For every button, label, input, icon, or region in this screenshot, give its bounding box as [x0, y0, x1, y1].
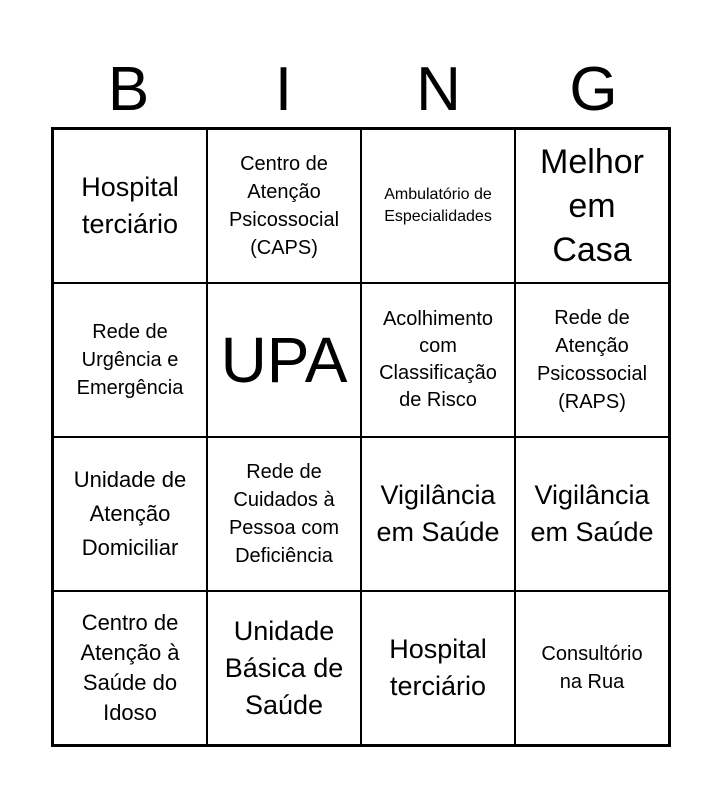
header-letter-i: I: [274, 55, 293, 124]
bingo-cell-r4-c2[interactable]: [207, 591, 361, 745]
cell-label: Unidade Básica de Saúde: [224, 615, 344, 720]
bingo-cell-r3-c2[interactable]: [207, 437, 361, 591]
cell-label: Consultório na Rua: [541, 643, 643, 693]
cell-label: Hospital terciário: [81, 172, 179, 239]
cell-label: Centro de Atenção à Saúde do Idoso: [80, 610, 180, 725]
header-letter-n: N: [416, 55, 461, 124]
bingo-header: [51, 52, 671, 128]
cell-label: Hospital terciário: [389, 634, 487, 701]
bingo-card-grid: [51, 127, 671, 747]
bingo-cell-r4-c4[interactable]: [515, 591, 669, 745]
cell-label: Rede de Urgência e Emergência: [76, 321, 184, 399]
bingo-cell-free[interactable]: [207, 283, 361, 437]
bingo-cell-r3-c1[interactable]: [53, 437, 207, 591]
bingo-cell-r3-c3[interactable]: [361, 437, 515, 591]
cell-label: Centro de Atenção Psicossocial (CAPS): [228, 153, 340, 259]
bingo-cell-r1-c1[interactable]: [53, 129, 207, 283]
cell-label: Melhor em Casa: [540, 143, 644, 269]
header-letter-g: G: [569, 55, 618, 124]
bingo-cell-r1-c2[interactable]: [207, 129, 361, 283]
cell-label: Acolhimento com Classificação de Risco: [379, 308, 497, 411]
bingo-cell-r3-c4[interactable]: [515, 437, 669, 591]
header-letter-b: B: [107, 55, 150, 124]
bingo-cell-r2-c4[interactable]: [515, 283, 669, 437]
cell-label: Ambulatório de Especialidades: [384, 186, 492, 225]
bingo-cell-r2-c3[interactable]: [361, 283, 515, 437]
bingo-cell-r1-c4[interactable]: [515, 129, 669, 283]
bingo-cell-r2-c1[interactable]: [53, 283, 207, 437]
cell-label: Rede de Cuidados à Pessoa com Deficiência: [228, 461, 340, 567]
cell-label: Unidade de Atenção Domiciliar: [73, 467, 187, 560]
bingo-cell-r4-c3[interactable]: [361, 591, 515, 745]
bingo-cell-r1-c3[interactable]: [361, 129, 515, 283]
cell-label: Vigilância em Saúde: [530, 480, 654, 547]
cell-label: Rede de Atenção Psicossocial (RAPS): [536, 307, 648, 413]
cell-label: Vigilância em Saúde: [376, 480, 500, 547]
bingo-cell-r4-c1[interactable]: [53, 591, 207, 745]
cell-label-free: UPA: [220, 324, 348, 396]
